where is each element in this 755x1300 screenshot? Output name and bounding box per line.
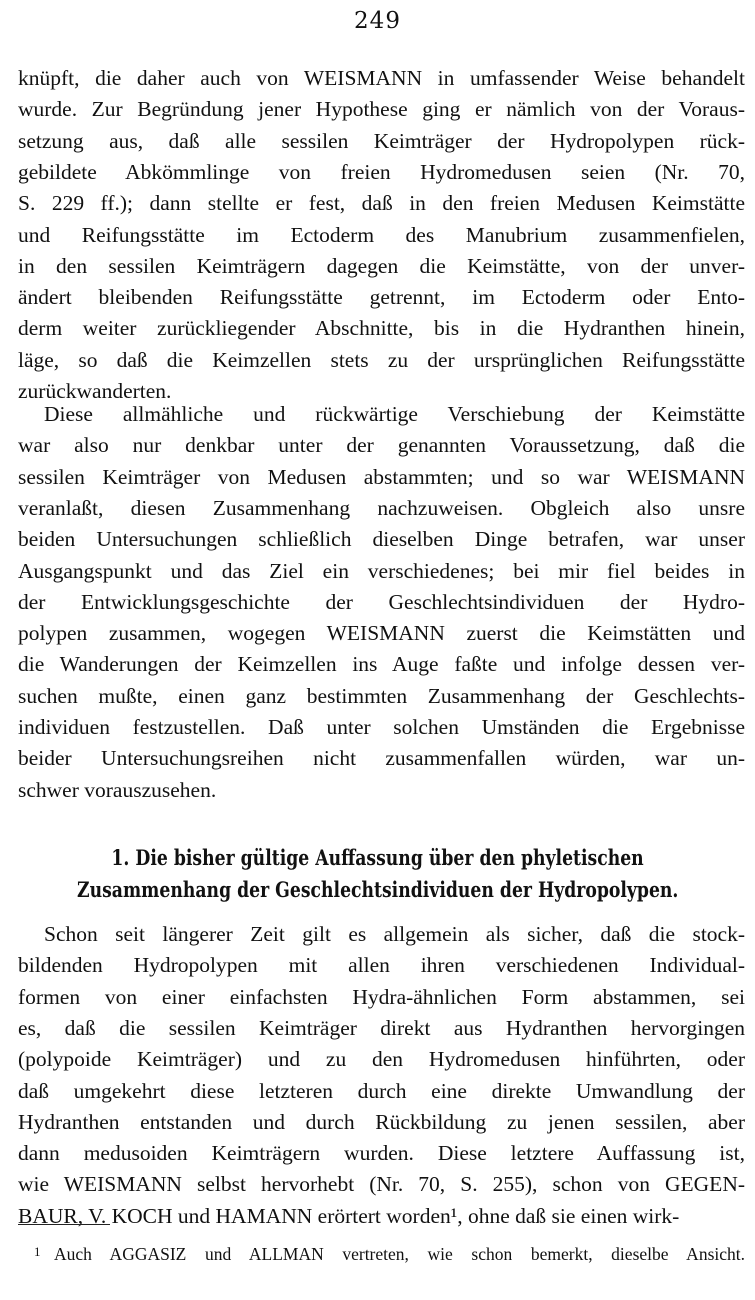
text-line: wurde. Zur Begründung jener Hypothese ging er nämlich von der Voraus- — [18, 97, 745, 122]
section-heading-text: 1. Die bisher gültige Auffassung über den phyletischen — [111, 845, 644, 870]
text-line: schwer vorauszusehen. — [18, 777, 217, 802]
text-line: polypen zusammen, wogegen WEISMANN zuerst die Keimstätten und — [18, 621, 745, 646]
text-line: ändert bleibenden Reifungsstätte getrennt, im Ectoderm oder Ento- — [18, 285, 745, 310]
text-line: bildenden Hydropolypen mit allen ihren verschiedenen Individual- — [18, 953, 745, 978]
text-line: Diese allmähliche und rückwärtige Verschiebung der Keimstätte — [44, 402, 745, 426]
text-line: die Wanderungen der Keimzellen ins Auge faßte und infolge dessen ver- — [18, 652, 745, 677]
text-line: läge, so daß die Keimzellen stets zu der ursprünglichen Reifungsstätte — [18, 347, 745, 372]
text-line: es, daß die sessilen Keimträger direkt aus Hydranthen hervorgingen — [18, 1015, 745, 1040]
text-line: war also nur denkbar unter der genannten Voraussetzung, daß die — [18, 433, 745, 458]
text-line: daß umgekehrt diese letzteren durch eine direkte Umwandlung der — [18, 1078, 745, 1103]
footnote-rule — [18, 1224, 110, 1225]
text-line: suchen mußte, einen ganz bestimmten Zusammenhang der Geschlechts- — [18, 683, 745, 708]
text-line: dann medusoiden Keimträgern wurden. Diese letztere Auffassung ist, — [18, 1141, 745, 1166]
text-line: Ausgangspunkt und das Ziel ein verschiedenes; bei mir fiel beides in — [18, 558, 745, 583]
text-line: beiden Untersuchungen schließlich dieselben Dinge betrafen, war unser — [18, 527, 745, 552]
text-line: gebildete Abkömmlinge von freien Hydromedusen seien (Nr. 70, — [18, 159, 745, 184]
text-line: und Reifungsstätte im Ectoderm des Manubrium zusammenfielen, — [18, 222, 745, 247]
text-line: veranlaßt, diesen Zusammenhang nachzuweisen. Obgleich also unsre — [18, 495, 745, 520]
text-line: in den sessilen Keimträgern dagegen die Keimstätte, von der unver- — [18, 253, 745, 278]
text-line: Hydranthen entstanden und durch Rückbildung zu jenen sessilen, aber — [18, 1109, 745, 1134]
text-line: beider Untersuchungsreihen nicht zusammenfallen würden, war un- — [18, 746, 745, 771]
text-line: S. 229 ff.); dann stellte er fest, daß in den freien Medusen Keimstätte — [18, 191, 745, 216]
text-line: zurückwanderten. — [18, 379, 172, 403]
text-line: der Entwicklungsgeschichte der Geschlechtsindividuen der Hydro- — [18, 589, 745, 614]
text-line: (polypoide Keimträger) und zu den Hydromedusen hinführten, oder — [18, 1047, 745, 1072]
page-number: 249 — [354, 8, 401, 34]
text-line: derm weiter zurückliegender Abschnitte, bis in die Hydranthen hinein, — [18, 316, 745, 341]
footnote-marker: 1 — [34, 1244, 41, 1259]
text-line: knüpft, die daher auch von WEISMANN in umfassender Weise behandelt — [18, 66, 745, 90]
text-line: BAUR, V. KOCH und HAMANN erörtert worden¹, ohne daß sie einen wirk- — [18, 1203, 680, 1228]
section-heading-line — [0, 874, 755, 906]
section-heading-line — [0, 842, 755, 874]
text-line: Schon seit längerer Zeit gilt es allgemein als sicher, daß die stock- — [44, 922, 745, 946]
text-line: setzung aus, daß alle sessilen Keimträger der Hydropolypen rück- — [18, 128, 745, 153]
footnote — [34, 1242, 745, 1266]
text-line: formen von einer einfachsten Hydra-ähnlichen Form abstammen, sei — [18, 984, 745, 1009]
text-line: sessilen Keimträger von Medusen abstammten; und so war WEISMANN — [18, 464, 745, 489]
section-heading-text: Zusammenhang der Geschlechtsindividuen der Hydropolypen. — [76, 877, 679, 902]
footnote-text: Auch AGGASIZ und ALLMAN vertreten, wie schon bemerkt, dieselbe Ansicht. — [54, 1244, 745, 1264]
text-line: individuen festzustellen. Daß unter solchen Umständen die Ergebnisse — [18, 715, 745, 739]
text-line: wie WEISMANN selbst hervorhebt (Nr. 70, S. 255), schon von GEGEN- — [18, 1172, 745, 1197]
